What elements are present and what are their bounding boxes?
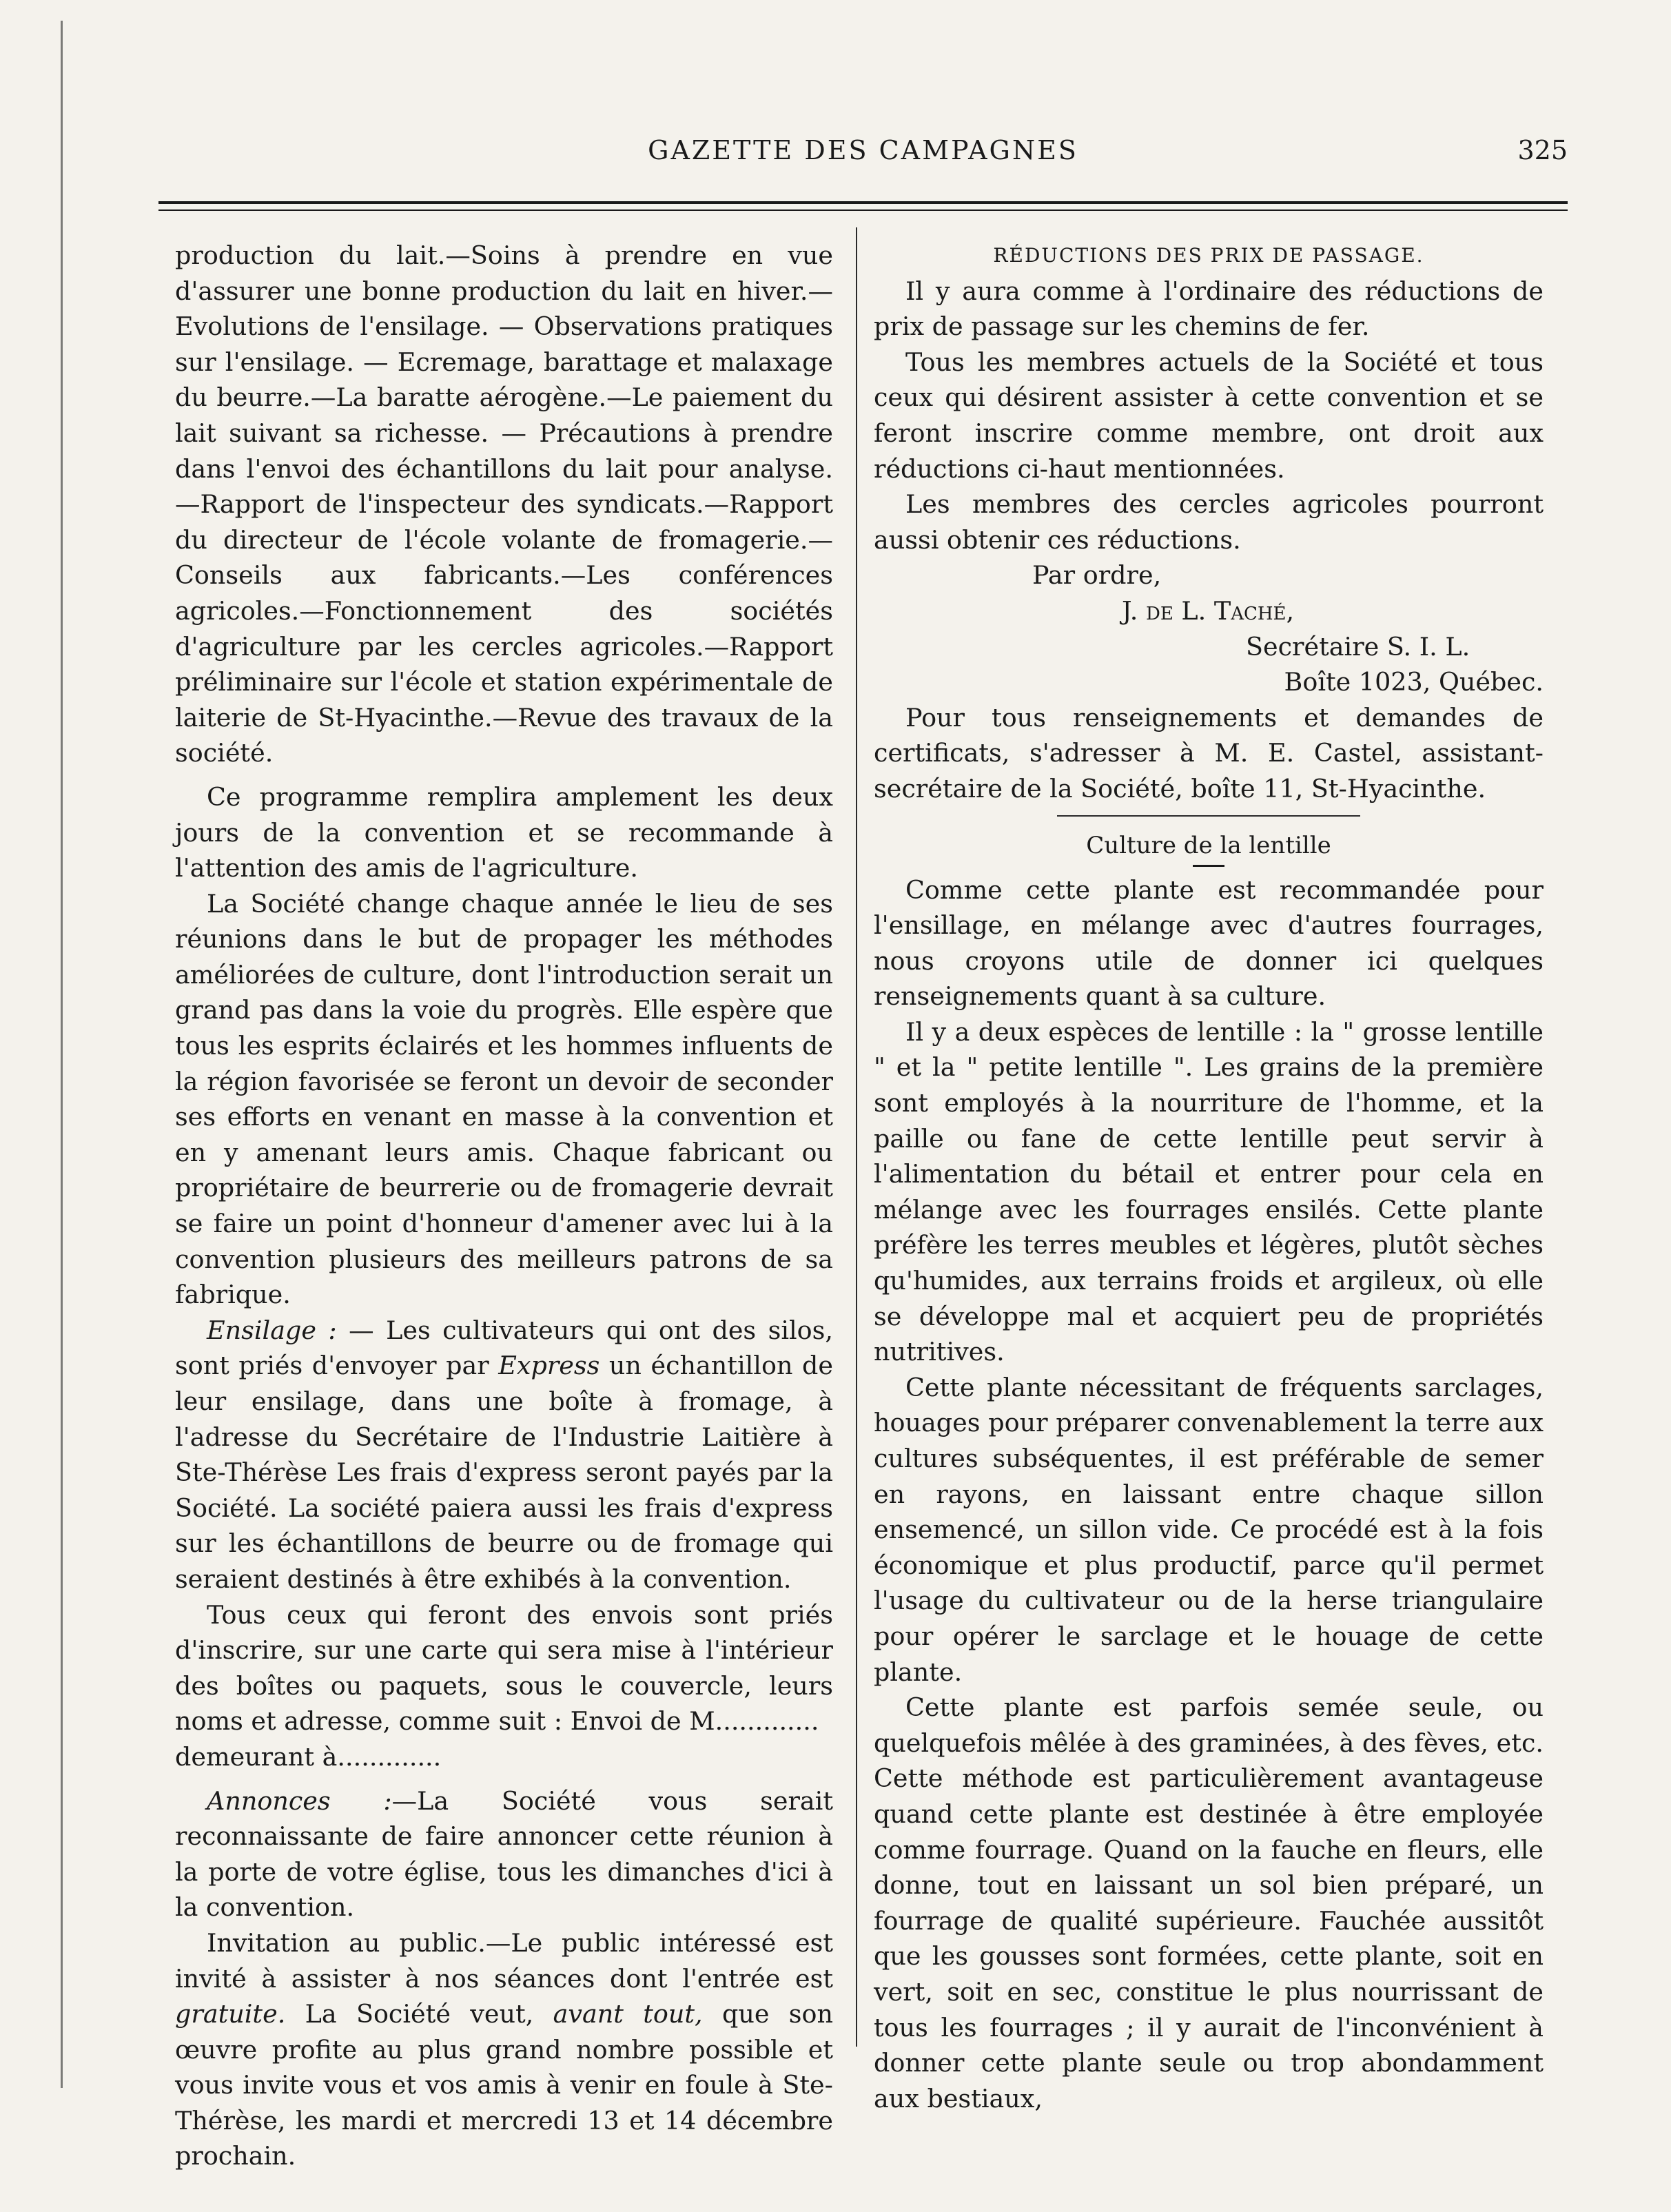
publication-title: GAZETTE DES CAMPAGNES (648, 135, 1078, 165)
fare-paragraph-3: Les membres des cercles agricoles pourront aussi obtenir ces réductions. (874, 489, 1544, 555)
fare-reductions-heading: RÉDUCTIONS DES PRIX DE PASSAGE. (993, 244, 1424, 267)
announcements-lead: Annonces : (207, 1785, 392, 1816)
fare-paragraph-2: Tous les membres actuels de la Société et tous ceux qui désirent assister à cette convention et se feront inscrire comme membre, ont droit aux réductions ci-haut mentionnées. (874, 347, 1544, 484)
express-word: Express (498, 1351, 600, 1381)
column-divider (856, 227, 857, 2047)
announcements-paragraph (175, 1783, 833, 1925)
announcements-text: —La Société vous serait reconnaissante de faire annoncer cette réunion à la porte de votre église, tous les dimanches d'ici à la convention. (175, 1785, 833, 1923)
program-summary-paragraph: Ce programme remplira amplement les deux jours de la convention et se recommande à l'attention des amis de l'agriculture. (175, 781, 833, 883)
shipments-address-line: demeurant à............. (175, 1741, 442, 1772)
invitation-text-b: La Société veut, (285, 1999, 553, 2029)
signature-name: J. de L. Taché, (1122, 595, 1295, 626)
society-paragraph: La Société change chaque année le lieu de ses réunions dans le but de propager les méthodes améliorées de culture, dont l'introduction serait un grand pas dans la voie du progrès. Elle espère que tous les esprits éclairés et les hommes influents de la région favorisée se feront un devoir de seconder ses efforts en venant en masse à la convention et en y amenant leurs amis. Chaque fabricant ou propriétaire de beurrerie ou de fromagerie devrait se faire un point d'honneur d'amener avec lui à la convention plusieurs des meilleurs patrons de sa fabrique. (175, 888, 833, 1310)
section-separator-rule (1057, 815, 1360, 817)
certificates-paragraph: Pour tous renseignements et demandes de certificats, s'adresser à M. E. Castel, assistant-secrétaire de la Société, boîte 11, St-Hyacinthe. (874, 702, 1544, 803)
gratuite-word: gratuite. (175, 1999, 286, 2029)
page-header (158, 135, 1568, 176)
lentil-paragraph-1: Comme cette plante est recommandée pour l'ensillage, en mélange avec d'autres fourrages, nous croyons utile de donner ici quelques renseignements quant à sa culture. (874, 874, 1544, 1012)
lentil-paragraph-3: Cette plante nécessitant de fréquents sarclages, houages pour préparer convenablement la terre aux cultures subséquentes, il est préférable de semer en rayons, en laissant entre chaque sillon ensemencé, un sillon vide. Ce procédé est à la fois économique et plus productif, parce qu'il permet l'usage du cultivateur ou de la herse triangulaire pour opérer le sarclage et le houage de cette plante. (874, 1372, 1544, 1687)
invitation-paragraph (175, 1925, 833, 2174)
right-column (874, 238, 1544, 2116)
heading-underline (1193, 865, 1224, 867)
ensilage-text-a: — Les cultivateurs qui ont des silos, sont priés d'envoyer par (175, 1315, 833, 1381)
ensilage-text-b: un échantillon de leur ensilage, dans une boîte à fromage, à l'adresse du Secrétaire de l'Industrie Laitière à Ste-Thérèse Les frais d'express seront payés par la Société. La société paiera aussi les frais d'express sur les échantillons de beurre ou de fromage qui seraient destinés à être exhibés à la convention. (175, 1351, 833, 1594)
binding-edge-line (61, 21, 63, 2088)
left-column (175, 238, 833, 2174)
avant-tout-words: avant tout, (553, 1999, 703, 2029)
lentil-paragraph-2: Il y a deux espèces de lentille : la " grosse lentille " et la " petite lentille ". Les grains de la première sont employés à la nourriture de l'homme, et la paille ou fane de cette lentille peut servir à l'alimentation du bétail et entrer pour cela en mélange avec les fourrages ensilés. Cette plante préfère les terres meubles et légères, plutôt sèches qu'humides, aux terrains froids et argileux, où elle se développe mal et acquiert peu de propriétés nutritives. (874, 1016, 1544, 1367)
program-list-paragraph: production du lait.—Soins à prendre en vue d'assurer une bonne production du lait en hiver.—Evolutions de l'ensilage. — Observations pratiques sur l'ensilage. — Ecremage, barattage et malaxage du beurre.—La baratte aérogène.—Le paiement du lait suivant sa richesse. — Précautions à prendre dans l'envoi des échantillons du lait pour analyse.—Rapport de l'inspecteur des syndicats.—Rapport du directeur de l'école volante de fromagerie.—Conseils aux fabricants.—Les conférences agricoles.—Fonctionnement des sociétés d'agriculture par les cercles agricoles.—Rapport préliminaire sur l'école et station expérimentale de laiterie de St-Hyacinthe.—Revue des travaux de la société. (175, 240, 833, 768)
page-number: 325 (1517, 135, 1568, 165)
lentil-paragraph-4: Cette plante est parfois semée seule, ou quelquefois mêlée à des graminées, à des fèves, etc. Cette méthode est particulièrement avantageuse quand cette plante est destinée à être employée comme fourrage. Quand on la fauche en fleurs, elle donne, tout en laissant un sol bien préparé, un fourrage de qualité supérieure. Fauchée aussitôt que les gousses sont formées, cette plante, soit en vert, soit en sec, constitue le plus nourrissant de tous les fourrages ; il y aurait de l'inconvénient à donner cette plante seule ou trop abondamment aux bestiaux, (874, 1692, 1544, 2113)
shipments-paragraph: Tous ceux qui feront des envois sont priés d'inscrire, sur une carte qui sera mise à l'intérieur des boîtes ou paquets, sous le couvercle, leurs noms et adresse, comme suit : Envoi de M............. (175, 1599, 833, 1737)
fare-paragraph-1: Il y aura comme à l'ordinaire des réductions de prix de passage sur les chemins de fer. (874, 276, 1544, 342)
signature-title: Secrétaire S. I. L. (1246, 631, 1470, 662)
signature-box: Boîte 1023, Québec. (1284, 667, 1544, 697)
header-rule-thick (158, 201, 1568, 204)
header-rule-thin (158, 209, 1568, 211)
signature-order: Par ordre, (1032, 560, 1162, 591)
invitation-text-c: que son œuvre profite au plus grand nombre possible et vous invite vous et vos amis à venir en foule à Ste-Thérèse, les mardi et mercredi 13 et 14 décembre prochain. (175, 1999, 833, 2171)
invitation-text-a: Invitation au public.—Le public intéressé est invité à assister à nos séances dont l'entrée est (175, 1927, 833, 1994)
ensilage-paragraph (175, 1313, 833, 1597)
ensilage-lead: Ensilage : (207, 1315, 337, 1345)
lentil-section-heading: Culture de la lentille (1086, 831, 1331, 859)
